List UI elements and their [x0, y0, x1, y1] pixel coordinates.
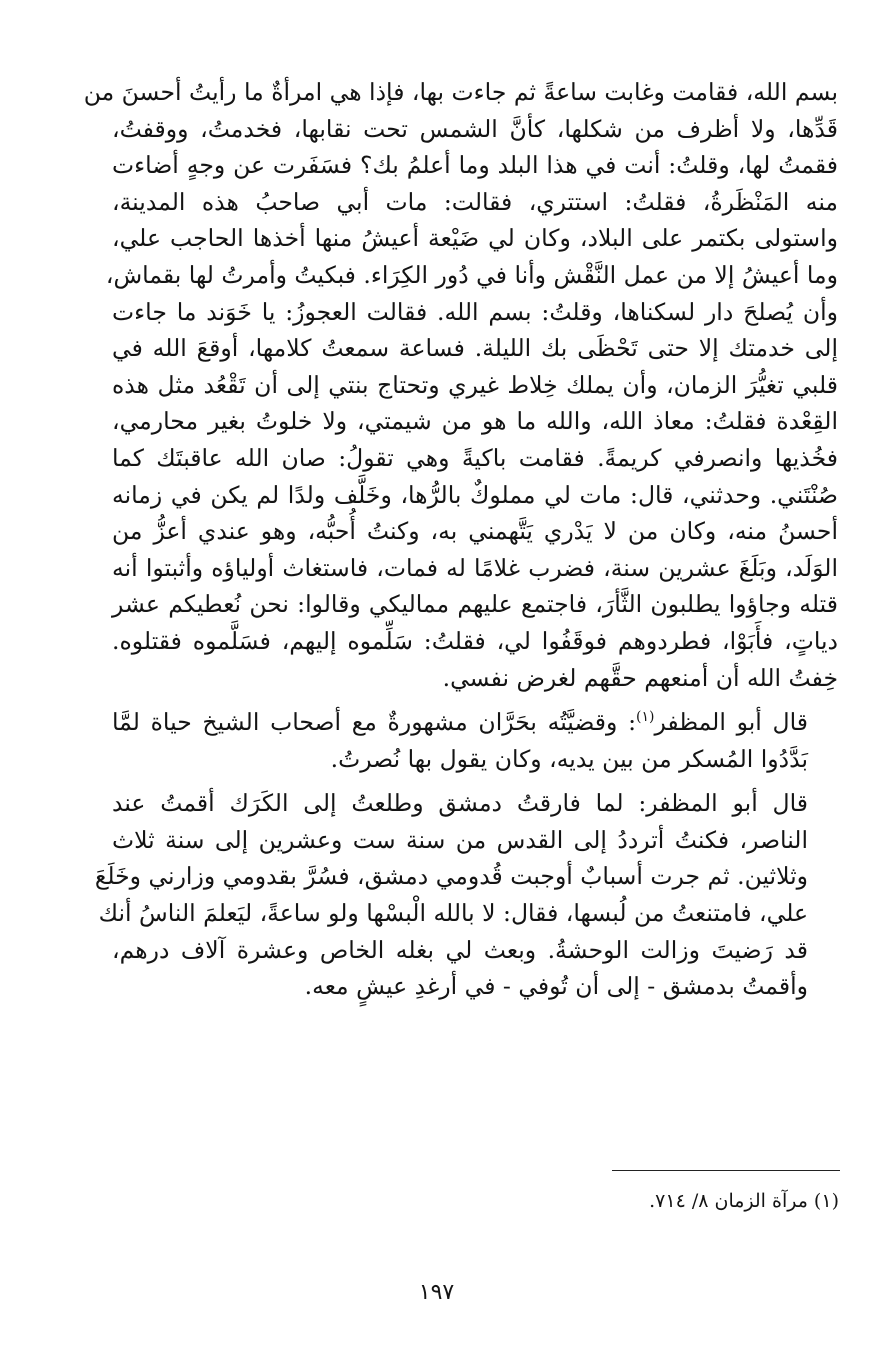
- text-line: وأقمتُ بدمشق - إلى أن تُوفي - في أرغدِ عيشٍ معه.: [304, 972, 808, 1001]
- paragraph-2: [112, 704, 838, 777]
- text-line: قال أبو المظفر: لما فارقتُ دمشق وطلعتُ إلى الكَرَك أقمتُ عند: [112, 789, 808, 818]
- text-before-footnote: قال أبو المظفر: [654, 708, 808, 737]
- text-after-footnote: : وقضيَّتُه بحَرَّان مشهورةٌ مع أصحاب الشيخ حياة لمَّا: [112, 708, 636, 737]
- text-line: منه المَنْظَرةُ، فقلتُ: استتري، فقالت: مات أبي صاحبُ هذه المدينة،: [112, 187, 838, 216]
- text-line: واستولى بكتمر على البلاد، وكان لي ضَيْعة أعيشُ منها أخذها الحاجب علي،: [112, 224, 838, 253]
- text-line: وثلاثين. ثم جرت أسبابٌ أوجبت قُدومي دمشق، فسُرَّ بقدومي وزارني وخَلَعَ: [94, 862, 808, 891]
- text-line: وأن يُصلحَ دار لسكناها، وقلتُ: بسم الله. فقالت العجوزُ: يا خَوَند ما جاءت: [112, 297, 838, 326]
- text-line: قد رَضيتَ وزالت الوحشةُ. وبعث لي بغله الخاص وعشرة آلاف درهم،: [112, 935, 808, 964]
- text-line: القِعْدة فقلتُ: معاذ الله، والله ما هو من شيمتي، ولا خلوتُ بغير محارمي،: [112, 407, 838, 436]
- footnote: (١) مرآة الزمان ٨/ ٧١٤.: [649, 1190, 839, 1212]
- text-line: خِفتُ الله أن أمنعهم حقَّهم لغرض نفسي.: [442, 663, 838, 692]
- text-line: قَدِّها، ولا أظرف من شكلها، كأنَّ الشمس تحت نقابها، فخدمتُ، ووقفتُ،: [112, 114, 838, 143]
- text-line: بسم الله، فقامت وغابت ساعةً ثم جاءت بها، فإذا هي امرأةٌ ما رأيتُ أحسنَ من: [83, 78, 838, 106]
- text-line: فخُذيها وانصرفي كريمةً. فقامت باكيةً وهي تقولُ: صان الله عاقبتَك كما: [112, 443, 838, 472]
- text-line: قلبي تغيُّرَ الزمان، وأن يملك خِلاط غيري وتحتاج بنتي إلى أن تَقْعُد مثل هذه: [112, 370, 838, 399]
- text-line: فقمتُ لها، وقلتُ: أنت في هذا البلد وما أعلمُ بك؟ فسَفَرت عن وجهٍ أضاءت: [112, 151, 838, 180]
- footnote-reference[interactable]: (١): [636, 709, 655, 726]
- text-line: بَدَّدُوا المُسكر من بين يديه، وكان يقول بها نُصرتُ.: [330, 744, 808, 773]
- footnote-divider: [612, 1170, 840, 1171]
- text-line: إلى خدمتك إلا حتى تَحْظَى بك الليلة. فساعة سمعتُ كلامها، أوقعَ الله في: [112, 334, 838, 363]
- text-line: أحسنُ منه، وكان من لا يَدْري يَتَّهمني به، وكنتُ أُحبُّه، وهو عندي أعزُّ من: [112, 517, 838, 546]
- text-line: قتله وجاؤوا يطلبون الثَّأرَ، فاجتمع عليهم مماليكي وقالوا: نحن نُعطيكم عشر: [112, 590, 838, 619]
- text-line-with-footnote: [112, 704, 838, 741]
- page-number: ١٩٧: [418, 1280, 455, 1305]
- main-text: [83, 74, 838, 1005]
- text-line: دياتٍ، فأَبَوْا، فطردوهم فوقَفُوا لي، فقلتُ: سَلِّموه إليهم، فسَلَّموه فقتلوه.: [112, 626, 838, 655]
- paragraph-3: [94, 785, 838, 1005]
- text-line: علي، فامتنعتُ من لُبسها، فقال: لا بالله الْبسْها ولو ساعةً، ليَعلمَ الناسُ أنك: [98, 899, 808, 928]
- paragraph-1: [83, 74, 838, 696]
- text-line: الوَلَد، وبَلَغَ عشرين سنة، فضرب غلامًا له فمات، فاستغاث أولياؤه وأثبتوا أنه: [112, 553, 838, 582]
- text-line: الناصر، فكنتُ أترددُ إلى القدس من سنة ست وعشرين إلى سنة ثلاث: [112, 825, 808, 854]
- text-line: صُنْتَني. وحدثني، قال: مات لي مملوكٌ بالرُّها، وخَلَّف ولدًا لم يكن في زمانه: [112, 480, 838, 509]
- text-line: وما أعيشُ إلا من عمل النَّقْش وأنا في دُور الكِرَاء. فبكيتُ وأمرتُ لها بقماش،: [105, 260, 838, 289]
